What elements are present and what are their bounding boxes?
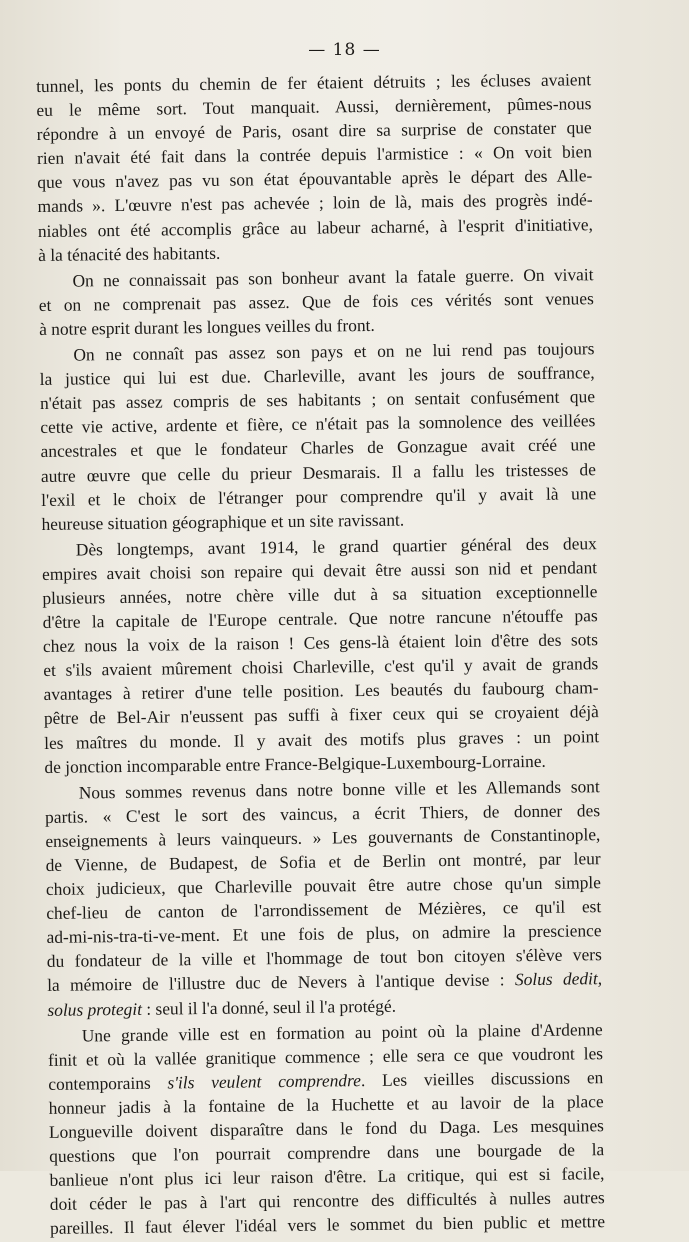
text-line: que vous n'avez pas vu son état épouvantable après le départ des Alle- [37,165,593,193]
text-line: du fondateur de la ville et l'hommage de tout bon citoyen s'élève vers [46,944,602,972]
paragraph-2 [38,262,594,341]
text-line: questions que l'on pourrait comprendre dans une bourgade de la [49,1139,605,1167]
paragraph-1 [36,67,593,267]
text-line: répondre à un envoyé de Paris, osant dire sa surprise de constater que [36,117,592,145]
text-line: à notre esprit durant les longues veilles du front. [38,314,375,339]
body-text [36,67,605,1242]
text-line: l'exil et le choix de l'étranger pour comprendre qu'il y avait là une [41,482,597,510]
italic-phrase: s'ils veulent comprendre [167,1069,362,1093]
text-line: pareilles. Il faut élever l'idéal vers le sommet du bien public et mettre [49,1211,606,1239]
text-line: Longueville doivent disparaître dans le fond du Daga. Les mesquines [48,1115,605,1142]
text-line: de Vienne, de Budapest, de Sofia et de Berlin ont montré, par leur [45,848,601,875]
text-line: banlieue n'ont plus ici leur raison d'être. La critique, qui est si facile, [49,1163,605,1191]
text-line: autre œuvre que celle du prieur Desmarais. Il a fallu les tristesses de [40,458,596,486]
italic-phrase: Solus dedit, [514,968,603,990]
text-line: et on ne comprenait pas assez. Que de fois ces vérités sont venues [38,288,594,315]
text-line: mands ». L'œuvre n'est pas achevée ; loin de là, mais des progrès indé- [37,189,593,217]
text-line: n'était pas assez compris de ses habitants ; on sentait confusément que [39,386,596,414]
text-line: ancestrales et que le fondateur Charles de Gonzague avait créé une [40,434,596,462]
text-line: cette vie active, ardente et fière, ce n'était pas la somnolence des veillées [40,410,596,438]
text-line: niables ont été accomplis grâce au labeur acharné, à l'esprit d'initiative, [37,213,593,241]
text-line: avantages à retirer d'une telle position. Les beautés du faubourg cham- [43,677,599,705]
paragraph-3 [39,336,596,536]
text-line: et s'ils avaient mûrement choisi Charleville, c'est qu'il y avait de grands [43,653,599,681]
text-line: On ne connaissait pas son bonheur avant la fatale guerre. On vivait [72,263,594,291]
paragraph-5 [45,774,603,1022]
text-line: partis. « C'est le sort des vaincus, a écrit Thiers, de donner des [44,799,601,827]
text-line: contemporains s'ils veulent comprendre. Les vieilles discussions en [48,1066,604,1094]
text-line: ad-mi-nis-tra-ti-ve-ment. Et une fois de plus, on admire la prescience [46,920,602,948]
text-line: chef-lieu de canton de l'arrondissement de Mézières, ce qu'il est [46,896,602,924]
text-line: tunnel, les ponts du chemin de fer étaient détruits ; les écluses avaient [36,69,592,96]
text-line: heureuse situation géographique et un site ravissant. [41,509,405,534]
text-line: à la ténacité des habitants. [38,242,221,265]
text-line: choix judicieux, que Charleville pouvait être autre chose qu'un simple [45,872,602,900]
text-line: de jonction incomparable entre France-Belgique-Luxembourg-Lorraine. [44,750,546,777]
text-line: rien n'avait été fait dans la contrée depuis l'armistice : « On voit bien [36,141,593,169]
text-line: empires avait choisi son repaire qui devait être aussi son nid et pendant [41,557,598,584]
paragraph-6 [48,1017,606,1241]
text-line: d'être la capitale de l'Europe centrale. Que notre rancune n'étouffe pas [42,605,598,633]
paragraph-4 [42,531,600,779]
text-line: honneur jadis à la fontaine de la Huchette et au lavoir de la place [48,1091,604,1118]
text-line: la mémoire de l'illustre duc de Nevers à l'antique devise : Solus dedit, [47,968,603,996]
text-line: la justice qui lui est due. Charleville, avant les jours de souffrance, [39,362,595,390]
text-line: eu le même sort. Tout manquait. Aussi, dernièrement, pûmes-nous [36,93,592,121]
text-line: pêtre de Bel-Air n'eussent pas suffi à fixer ceux qui se croyaient déjà [43,701,599,729]
text-line: chez nous la voix de la raison ! Ces gens-là étaient loin d'être des sots [42,629,599,657]
text-line: doit céder le pas à l'art qui rencontre des difficultés à nulles autres [49,1187,605,1215]
text-line: solus protegit : seul il l'a donné, seul il l'a protégé. [47,995,397,1020]
italic-phrase: solus protegit [47,998,143,1020]
text-line: Nous sommes revenus dans notre bonne ville et les Allemands sont [78,775,600,803]
text-line: Dès longtemps, avant 1914, le grand quartier général des deux [75,532,597,560]
text-line: finit et où la vallée granitique commence ; elle sera ce que voudront les [47,1042,604,1070]
text-line: les maîtres du monde. Il y avait des motifs plus graves : un point [44,725,600,753]
page-number: — 18 — [308,40,381,60]
text-line: On ne connaît pas assez son pays et on ne lui rend pas toujours [73,338,595,365]
text-line: Une grande ville est en formation au point où la plaine d'Ardenne [81,1018,603,1046]
text-line: enseignements à leurs vainqueurs. » Les gouvernants de Constantinople, [45,824,601,851]
text-line: plusieurs années, notre chère ville dut à sa situation exceptionnelle [42,581,598,608]
